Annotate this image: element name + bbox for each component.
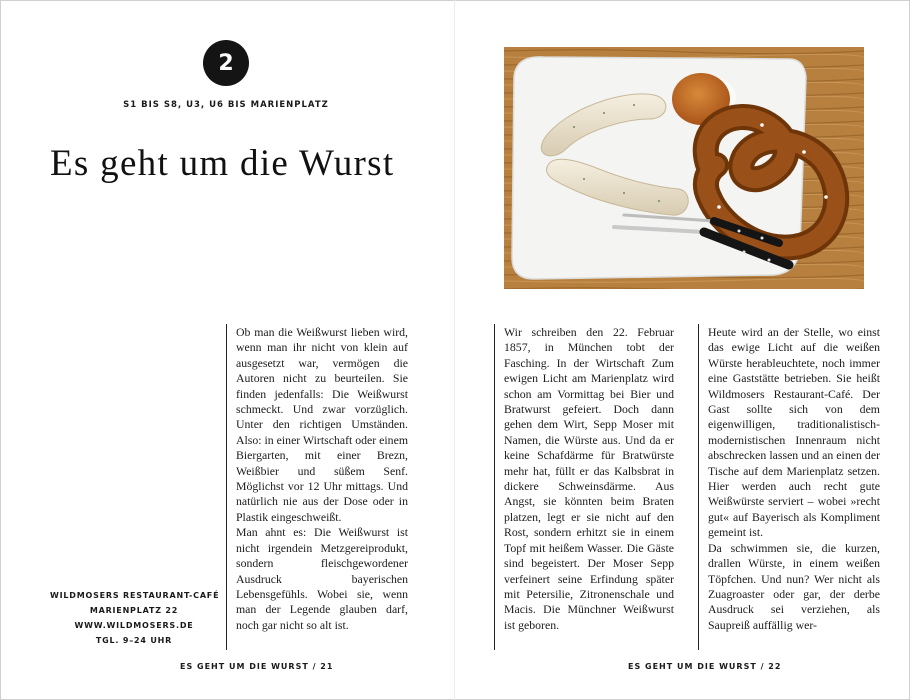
venue-opening-hours: TGL. 9–24 UHR <box>95 636 173 645</box>
paragraph: Heute wird an der Stelle, wo einst das ewige Licht auf die weißen Würste herableuchtete, noch immer eine Gaststätte betrieben. Sie heißt Wildmosers Restaurant-Café. Der Gast sollte sich von dem eigenwilligen, traditionalistisch-modernistischen Innenraum nicht abschrecken lassen und an einen der Tische auf dem Marienplatz setzen. Hier werden auch recht gute Weißwürste serviert – wobei »recht gut« auf Bayerisch als Kompliment gemeint ist. <box>708 325 880 540</box>
book-spine <box>454 0 455 700</box>
column-rule-1 <box>226 324 227 650</box>
chapter-number: 2 <box>218 50 234 76</box>
venue-info-box <box>50 588 218 648</box>
chapter-headline: Es geht um die Wurst <box>50 143 395 184</box>
paragraph: Wir schreiben den 22. Februar 1857, in München tobt der Fasching. In der Wirtschaft Zum ewigen Licht am Marienplatz wird schon am Vormittag bei Bier und Bratwurst gefeiert. Doch dann gehen dem Wirt, Sepp Moser mit Namen, die Würste aus. Und da er keine Schafdärme für Bratwürste mehr hat, füllt er das Kalbsbrat in dickere Schweinsdärme. Aus Angst, sie könnten beim Braten platzen, legt er sie nicht auf den Rost, sondern erhitzt sie in einem Topf mit heißem Wasser. Die Gäste sind begeistert. Der Moser Sepp verfeinert seine Erfindung später mit Petersilie, Zitronenschale und Macis. Die Münchner Weißwurst ist geboren. <box>504 325 674 632</box>
chapter-number-badge <box>203 40 249 86</box>
food-photo <box>504 47 864 289</box>
text-column-1 <box>236 325 408 633</box>
transit-line: S1 BIS S8, U3, U6 BIS MARIENPLATZ <box>123 100 329 110</box>
folio-left: ES GEHT UM DIE WURST / 21 <box>180 662 334 671</box>
paragraph: Da schwimmen sie, die kurzen, drallen Würste, in einem weißen Töpfchen. Und nun? Wer nicht als Zuagroaster oder gar, der derbe Ausdruck sei verziehen, als Saupreiß auffällig wer- <box>708 540 880 632</box>
venue-address: MARIENPLATZ 22 <box>89 606 179 615</box>
paragraph: Man ahnt es: Die Weißwurst ist nicht irgendein Metzgereiprodukt, sondern fleischgewordener Ausdruck bayerischen Lebensgefühls. Wobei sie, wenn man der Legende glauben darf, noch gar nicht so alt ist. <box>236 525 408 632</box>
text-column-2 <box>504 325 674 633</box>
column-rule-3 <box>698 324 699 650</box>
venue-website: WWW.WILDMOSERS.DE <box>74 621 194 630</box>
column-rule-2 <box>494 324 495 650</box>
folio-right: ES GEHT UM DIE WURST / 22 <box>628 662 782 671</box>
text-column-3 <box>708 325 880 633</box>
venue-name: WILDMOSERS RESTAURANT-CAFÉ <box>50 591 220 600</box>
paragraph: Ob man die Weißwurst lieben wird, wenn man ihr nicht von klein auf ausgesetzt war, vermögen die Autoren nicht zu beurteilen. Sie finden jedenfalls: Die Weißwurst schmeckt. Und zwar vorzüglich. Unter den richtigen Umständen. Also: in einer Wirtschaft oder einem Biergarten, mit einer Brezn, Weißbier und süßem Senf. Möglichst vor 12 Uhr mittags. Und natürlich nie aus der Dose oder in Plastik eingeschweißt. <box>236 325 408 524</box>
